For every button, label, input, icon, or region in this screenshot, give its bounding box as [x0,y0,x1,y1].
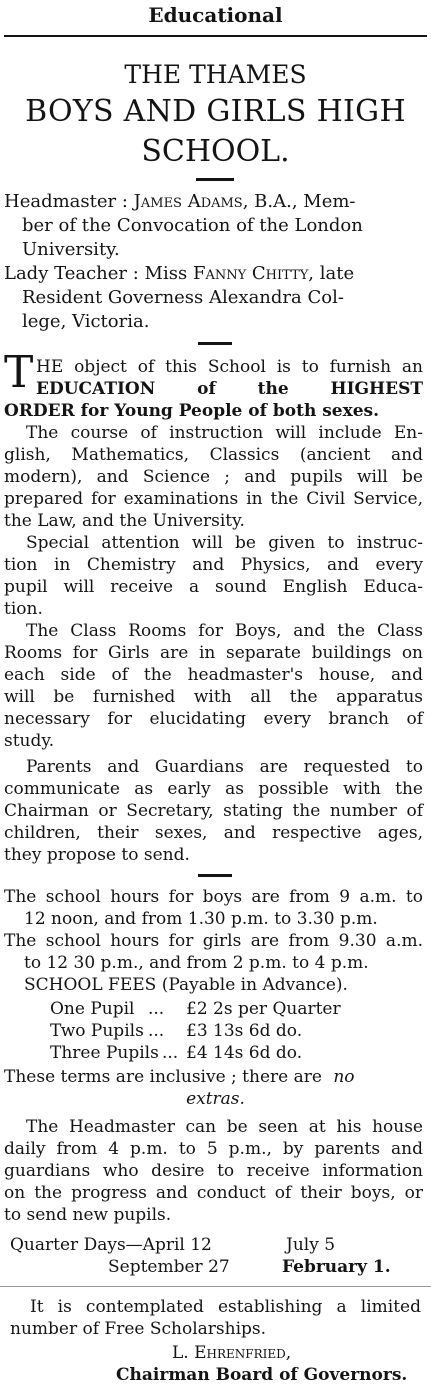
scholarship-rule [0,1286,431,1287]
terms-line-2: extras. [186,1089,245,1109]
staff-divider [198,342,232,345]
title-divider [196,178,234,181]
lady-teacher-rest: late [319,263,355,284]
headmaster-line-2: ber of the Convocation of the London [22,215,363,236]
note-line-3: guardians who desire to receive information [4,1161,423,1181]
note-line-1: The Headmaster can be seen at his house [26,1117,423,1137]
fee-row-amount: £2 2s per Quarter [186,999,341,1019]
p3-line-1: The Class Rooms for Boys, and the Class [26,621,423,641]
title-line-3: SCHOOL. [141,134,290,169]
p3-line-6: study. [4,731,55,751]
boys-hours-line-1: The school hours for boys are from 9 a.m. to [4,887,423,907]
terms-line-1 [4,1066,355,1089]
p3-line-2: Rooms for Girls are in separate buildings on [4,643,423,663]
hours-divider [198,874,232,877]
header-rule [4,35,427,37]
title-line-2: BOYS AND GIRLS HIGH [25,94,406,129]
headmaster-line-3: University. [22,239,120,260]
p1-line-5: the Law, and the University. [4,511,245,531]
fee-row-label: Three Pupils [50,1043,159,1063]
headmaster-degree: B.A., Mem- [254,191,356,212]
p1-line-1: The course of instruction will include En- [26,423,423,443]
terms-text: These terms are inclusive ; there are [4,1067,322,1087]
lady-teacher-title: Miss [144,263,188,284]
p4-line-3: Chairman or Secretary, stating the number of [4,801,423,821]
intro-line-1: HE object of this School is to furnish an [36,357,423,377]
fee-row-label: Two Pupils [50,1021,144,1041]
p1-line-3: modern), and Science ; and pupils will be [4,467,423,487]
p4-line-4: children, their sexes, and respective ages, [4,823,423,843]
lady-teacher-line-3: lege, Victoria. [22,311,150,332]
fee-row-amount: £3 13s 6d do. [186,1021,303,1041]
p4-line-1: Parents and Guardians are requested to [26,757,423,777]
fee-row-dots: ... [148,1021,165,1041]
p2-line-1: Special attention will be given to instruc- [26,533,423,553]
fee-row-amount: £4 14s 6d do. [186,1043,303,1063]
p3-line-3: each side of the headmaster's house, and [4,665,423,685]
fee-row-dots: ... [162,1043,179,1063]
headmaster-label: Headmaster : [4,191,128,212]
boys-hours-line-2: 12 noon, and from 1.30 p.m. to 3.30 p.m. [24,909,378,929]
quarter-days-label: Quarter Days—April 12 [10,1235,212,1255]
lady-teacher-line-2: Resident Governess Alexandra Col- [22,287,344,308]
p2-line-2: tion in Chemistry and Physics, and every [4,555,423,575]
p1-line-4: prepared for examinations in the Civil Service, [4,489,423,509]
girls-hours-line-2: to 12 30 p.m., and from 2 p.m. to 4 p.m. [24,953,369,973]
quarter-day-february: February 1. [282,1257,391,1277]
fees-heading: SCHOOL FEES (Payable in Advance). [24,975,348,995]
scholarships-line-1: It is contemplated establishing a limited [30,1297,421,1317]
quarter-day-july: July 5 [286,1235,336,1255]
p3-line-4: will be furnished with all the apparatus [4,687,423,707]
signature-role: Chairman Board of Governors. [116,1365,408,1385]
fee-row-label: One Pupil [50,999,135,1019]
scholarships-line-2: number of Free Scholarships. [10,1319,267,1339]
p2-line-4: tion. [4,599,43,619]
p3-line-5: necessary for elucidating every branch of [4,709,423,729]
signature-name: L. Ehrenfried, [172,1343,292,1363]
note-line-5: to send new pupils. [4,1205,172,1225]
headmaster-line-1 [4,190,356,214]
girls-hours-line-1: The school hours for girls are from 9.30 a.m. [4,931,423,951]
intro-line-2: EDUCATION of the HIGHEST [36,379,423,399]
intro-line-3: ORDER for Young People of both sexes. [4,401,380,421]
section-header: Educational [148,3,283,27]
fee-row-dots: ... [148,999,165,1019]
p4-line-5: they propose to send. [4,845,190,865]
lady-teacher-name: Fanny Chitty, [192,263,315,284]
lady-teacher-label: Lady Teacher : [4,263,139,284]
note-line-4: on the progress and conduct of their boys, or [4,1183,423,1203]
lady-teacher-line-1 [4,262,354,286]
drop-cap: T [4,347,34,398]
p4-line-2: communicate as early as possible with the [4,779,423,799]
terms-no: no [333,1067,355,1087]
title-line-1: THE THAMES [124,60,307,89]
p1-line-2: glish, Mathematics, Classics (ancient and [4,445,423,465]
quarter-day-september: September 27 [108,1257,230,1277]
headmaster-name: James Adams, [133,191,249,212]
p2-line-3: pupil will receive a sound English Educa- [4,577,423,597]
note-line-2: daily from 4 p.m. to 5 p.m., by parents and [4,1139,423,1159]
